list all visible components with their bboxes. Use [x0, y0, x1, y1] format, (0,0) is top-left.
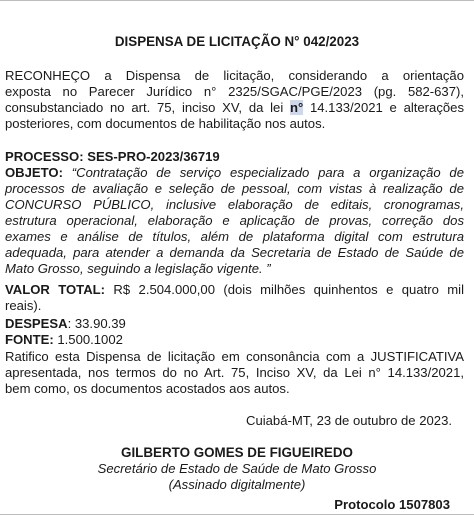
signer-role: Secretário de Estado de Saúde de Mato Grosso — [97, 461, 377, 476]
signer-name: GILBERTO GOMES DE FIGUEIREDO — [121, 445, 353, 460]
recognition-line-3-end: 14.133/2021 e alterações — [309, 100, 464, 115]
highlighted-number-sign: n° — [289, 100, 304, 115]
recognition-line-3 — [5, 100, 464, 116]
despesa-value: : 33.90.39 — [67, 316, 126, 331]
objeto-line-2: processos de avaliação e seleção de pessoal, com vistas à realização de — [5, 181, 464, 196]
fonte-label: FONTE: — [5, 332, 54, 347]
recognition-line-4: posteriores, com documentos de habilitação nos autos. — [5, 116, 326, 131]
despesa-line — [5, 316, 474, 332]
processo-label: PROCESSO: — [5, 149, 84, 164]
objeto-line-5: exames e análise de títulos, além de plataforma digital com estrutura — [5, 229, 464, 244]
valor-total-label: VALOR TOTAL: — [5, 282, 106, 297]
processo-line — [5, 149, 474, 165]
recognition-line-2: exposta no Parecer Jurídico n° 2325/SGAC/PGE/2023 (pg. 582-637), — [5, 84, 464, 99]
objeto-line-3: CONCURSO PÚBLICO, inclusive elaboração de editais, cronogramas, — [5, 197, 464, 212]
ratification-line-1: Ratifico esta Dispensa de licitação em consonância com a JUSTIFICATIVA — [5, 349, 464, 364]
valor-total-value: R$ 2.504.000,00 (dois milhões quinhentos e quatro mil — [113, 282, 465, 297]
fonte-line — [5, 332, 474, 348]
objeto-text-1: “Contratação de serviço especializado para a organização de — [71, 165, 464, 180]
objeto-line-6: adequada, para atender a demanda da Secretaria de Estado de Saúde de — [5, 245, 464, 260]
despesa-label: DESPESA — [5, 316, 68, 331]
signature-note: (Assinado digitalmente) — [168, 477, 306, 492]
ratification-line-3: bem como, os documentos acostados aos autos. — [5, 381, 290, 396]
place-date: Cuiabá-MT, 23 de outubro de 2023. — [245, 413, 452, 428]
valor-total-line-1 — [5, 282, 464, 298]
objeto-line-1 — [5, 165, 464, 181]
recognition-line-1: RECONHEÇO a Dispensa de licitação, considerando a orientação — [5, 68, 464, 83]
notice-title: DISPENSA DE LICITAÇÃO N° 042/2023 — [114, 34, 360, 49]
fonte-value: 1.500.1002 — [53, 332, 123, 347]
objeto-line-4: estrutura operacional, elaboração e aplicação de provas, correção dos — [5, 213, 464, 228]
objeto-label: OBJETO: — [5, 165, 63, 180]
valor-total-line-2: reais). — [5, 298, 42, 313]
recognition-line-3-start: consubstanciado no art. 75, inciso XV, da lei — [5, 100, 284, 115]
ratification-line-2: apresentada, nos termos do no Art. 75, Inciso XV, da Lei n° 14.133/2021, — [5, 365, 464, 380]
processo-value: SES-PRO-2023/36719 — [87, 149, 220, 164]
protocol-number: Protocolo 1507803 — [334, 497, 450, 512]
objeto-line-7: Mato Grosso, seguindo a legislação vigente. ” — [5, 261, 271, 276]
